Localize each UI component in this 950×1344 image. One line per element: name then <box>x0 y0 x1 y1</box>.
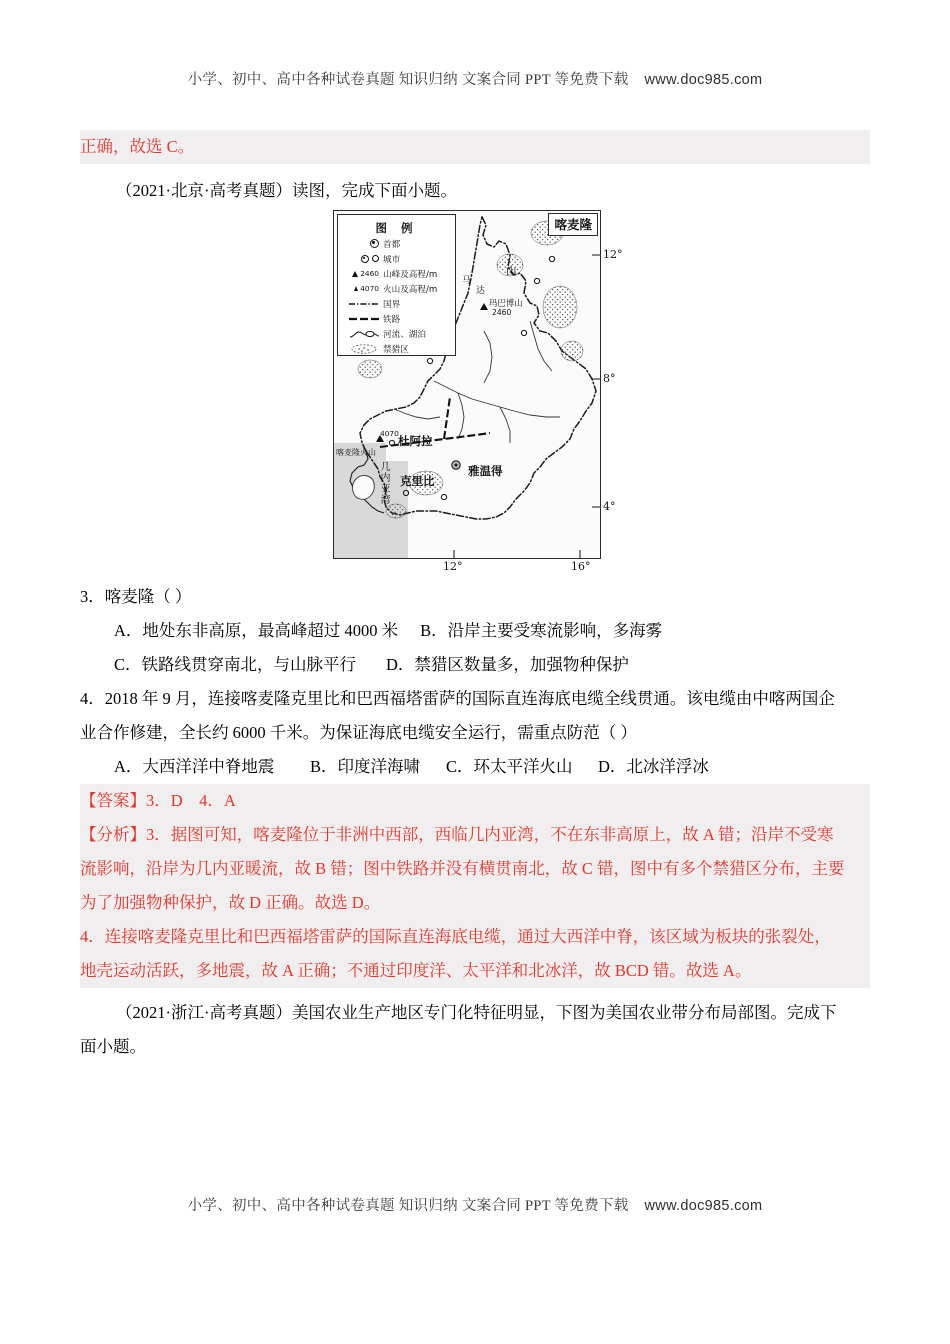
lake-outline <box>353 476 375 500</box>
douala-label: 杜阿拉 <box>398 434 433 448</box>
city-dot-1 <box>534 278 539 283</box>
legend-item-boundary <box>338 296 455 311</box>
capital-symbol-icon <box>345 239 383 248</box>
longitude-label-12: 12° <box>443 560 463 573</box>
mabo-peak-elevation: 2460 <box>492 308 512 317</box>
legend-label-peak: 山峰及高程/m <box>383 269 438 280</box>
hunting-reserve-4 <box>561 341 583 361</box>
peak-symbol-icon <box>345 269 383 278</box>
hunting-reserve-3 <box>543 286 577 328</box>
hunting-reserve-5 <box>358 360 382 378</box>
national-boundary-line-icon <box>345 300 383 308</box>
analysis-line-2: 流影响，沿岸为几内亚暖流，故 B 错；图中铁路并没有横贯南北，故 C 错，图中有多个禁猎区分布，主要 <box>80 852 870 886</box>
legend-label-boundary: 国界 <box>383 299 401 310</box>
question-3-option-c[interactable]: C．铁路线贯穿南北，与山脉平行 <box>114 655 357 674</box>
question-3-option-b[interactable]: B．沿岸主要受寒流影响，多海雾 <box>420 621 663 640</box>
question-3-number: 3． <box>80 587 105 606</box>
city-dot-4 <box>521 330 526 335</box>
legend-label-river-lake: 河流、湖泊 <box>383 329 426 340</box>
legend-label-volcano: 火山及高程/m <box>383 284 438 295</box>
legend-item-peak <box>338 266 455 281</box>
cameroon-volcano-label: 喀麦隆火山 <box>336 448 376 457</box>
city-symbol-icon <box>345 255 383 263</box>
question-4-stem-cont: 业合作修建，全长约 6000 千米。为保证海底电缆安全运行，需重点防范（ ） <box>80 723 637 742</box>
capital-dot-yaounde-inner <box>455 464 458 467</box>
railway-line-icon <box>345 315 383 323</box>
cameroon-map-figure <box>333 210 623 573</box>
legend-item-capital <box>338 236 455 251</box>
running-header <box>0 68 950 89</box>
legend-item-city <box>338 251 455 266</box>
mandara-range-label: 山 <box>506 265 517 277</box>
map-frame <box>333 210 601 559</box>
legend-label-city: 城市 <box>383 254 401 265</box>
analysis-line-3: 为了加强物种保护，故 D 正确。故选 D。 <box>80 886 870 920</box>
running-header-url: www.doc985.com <box>644 72 763 88</box>
legend-item-volcano <box>338 281 455 296</box>
hunting-reserve-7 <box>386 504 406 518</box>
adamawa-label3: 马 <box>462 276 472 286</box>
previous-answer-tail: 正确，故选 C。 <box>80 130 870 164</box>
hunting-reserve-pattern-icon <box>345 344 383 354</box>
longitude-label-16: 16° <box>571 560 591 573</box>
question-4-option-c[interactable]: C．环太平洋火山 <box>446 757 573 776</box>
cameroon-volcano-elevation: 4070 <box>380 429 399 438</box>
question-3-option-a[interactable]: A．地处东非高原，最高峰超过 4000 米 <box>114 621 399 640</box>
next-question-group-stem-line-1: （2021·浙江·高考真题）美国农业生产地区专门化特征明显，下图为美国农业带分布局部图。完成下 <box>116 1003 837 1022</box>
question-4-option-d[interactable]: D．北冰洋浮冰 <box>598 757 709 776</box>
running-footer <box>0 1194 950 1215</box>
question-4-number: 4． <box>80 689 105 708</box>
legend-item-river-lake <box>338 326 455 341</box>
legend-title: 图 例 <box>375 221 418 235</box>
river-path-5 <box>530 321 552 371</box>
legend-item-railway <box>338 311 455 326</box>
question-3-options-row-1 <box>80 614 870 648</box>
question-group-stem: （2021·北京·高考真题）读图，完成下面小题。 <box>116 181 457 200</box>
city-dot-kribi <box>403 490 408 495</box>
latitude-label-8: 8° <box>603 372 616 385</box>
next-question-group-stem-line-2: 面小题。 <box>80 1037 146 1056</box>
question-4-option-a[interactable]: A．大西洋洋中脊地震 <box>114 757 275 776</box>
river-lake-symbol-icon <box>345 329 383 339</box>
latitude-label-4: 4° <box>603 500 616 513</box>
yaounde-label: 雅温得 <box>468 464 503 478</box>
question-4-option-b[interactable]: B．印度洋海啸 <box>310 757 421 776</box>
kribi-label: 克里比 <box>400 474 435 488</box>
analysis-line-1: 【分析】3．据图可知，喀麦隆位于非洲中西部，西临几内亚湾，不在东非高原上，故 A 错；沿岸不受寒 <box>80 818 870 852</box>
legend-peak-value: 2460 <box>360 269 379 278</box>
latitude-label-12: 12° <box>603 248 623 261</box>
answer-line: 【答案】3．D 4．A <box>80 784 870 818</box>
city-dot-6 <box>549 256 554 261</box>
running-footer-url: www.doc985.com <box>644 1198 763 1214</box>
map-title-box: 喀麦隆 <box>548 213 598 236</box>
map-legend <box>337 214 456 356</box>
mabo-peak-label: 玛巴博山 <box>489 298 523 308</box>
analysis-line-5: 地壳运动活跃，多地震，故 A 正确；不通过印度洋、太平洋和北冰洋，故 BCD 错。故选 A。 <box>80 954 870 988</box>
river-path-4 <box>484 331 492 383</box>
question-3-option-d[interactable]: D．禁猎区数量多，加强物种保护 <box>386 655 629 674</box>
river-path-3 <box>500 407 510 443</box>
river-path-6 <box>394 409 440 419</box>
river-path-2 <box>458 393 464 439</box>
question-3-options-row-2 <box>80 648 870 682</box>
question-4-options-row <box>80 750 870 784</box>
legend-item-reserve <box>338 341 455 356</box>
city-dot-5 <box>441 494 446 499</box>
legend-volcano-value: 4070 <box>360 284 379 293</box>
question-4-stem-line-1: 2018 年 9 月，连接喀麦隆克里比和巴西福塔雷萨的国际直连海底电缆全线贯通。该电缆由中喀两国企 <box>104 689 835 708</box>
adamawa-label2: 达 <box>476 286 486 296</box>
running-footer-text: 小学、初中、高中各种试卷真题 知识归纳 文案合同 PPT 等免费下载 <box>187 1198 629 1214</box>
city-dot-3 <box>427 358 432 363</box>
legend-label-railway: 铁路 <box>383 314 401 325</box>
river-path-1 <box>434 381 560 417</box>
legend-label-reserve: 禁猎区 <box>383 344 409 355</box>
gulf-of-guinea-label: 几内亚湾 <box>378 461 389 505</box>
question-3-stem: 喀麦隆（ ） <box>104 587 192 606</box>
mabo-peak-marker <box>480 303 488 310</box>
volcano-symbol-icon <box>345 284 383 293</box>
running-header-text: 小学、初中、高中各种试卷真题 知识归纳 文案合同 PPT 等免费下载 <box>187 72 629 88</box>
railway-path-2 <box>444 397 450 439</box>
question-3 <box>80 580 870 614</box>
legend-label-capital: 首都 <box>383 239 401 250</box>
analysis-line-4: 4．连接喀麦隆克里比和巴西福塔雷萨的国际直连海底电缆，通过大西洋中脊，该区域为板块的张裂处， <box>80 920 870 954</box>
question-4 <box>80 682 870 716</box>
